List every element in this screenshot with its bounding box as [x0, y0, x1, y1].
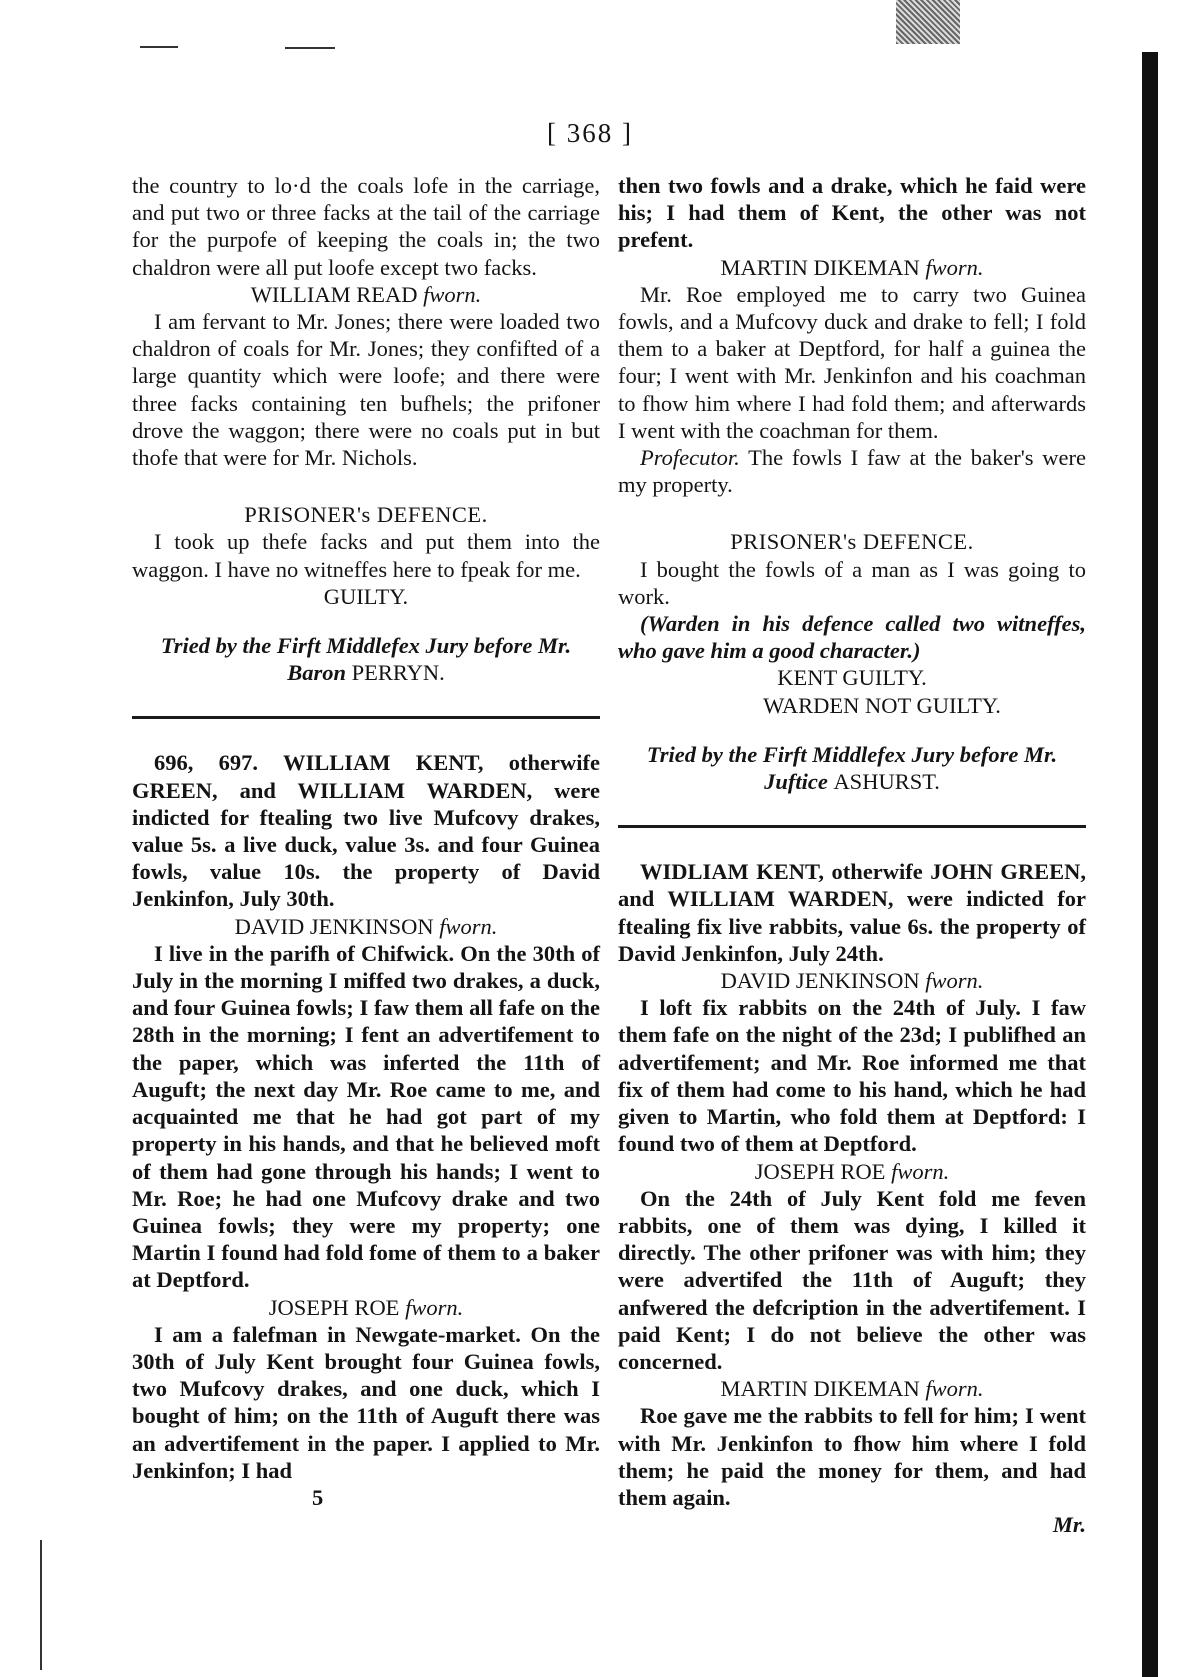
- case-indictment: WIDLIAM KENT, otherwife JOHN GREEN, and WILLIAM WARDEN, were indicted for ftealing fix live rabbits, value 6s. the property of David Jenkinfon, July 24th.: [618, 859, 1086, 966]
- testimony: I live in the parifh of Chifwick. On the 30th of July in the morning I miffed two drakes, a duck, and four Guinea fowls; I faw them all fafe on the 28th in the morning; I fent an advertifement to the paper, which was inferted the 11th of Auguft; the next day Mr. Roe came to me, and acquainted me that he had got part of my property in his hands, and that he believed moft of them had gone through his hands; I went to Mr. Roe; he had one Mufcovy drake and two Guinea fowls; they were my property; one Martin I found had fold fome of them to a baker at Deptford.: [132, 940, 600, 1293]
- verdict-warden: WARDEN NOT GUILTY.: [763, 692, 1001, 718]
- testimony: On the 24th of July Kent fold me feven rabbits, one of them was dying, I killed it directly. The other prifoner was with him; they were advertifed the 11th of Auguft; they anfwered the defcription in the advertifement. I paid Kent; I do not believe the other was concerned.: [618, 1185, 1086, 1374]
- witness-name: JOSEPH ROE: [268, 1294, 400, 1320]
- witness-heading: [132, 1294, 600, 1321]
- judge-name: ASHURST.: [833, 769, 940, 795]
- signature-mark: 5: [312, 1484, 324, 1510]
- witness-heading: [132, 913, 600, 940]
- catchword: Mr.: [1052, 1512, 1086, 1538]
- scan-speck: [140, 46, 178, 48]
- testimony: I am a falefman in Newgate-market. On the 30th of July Kent brought four Guinea fowls, two Mufcovy drakes, and one duck, which I bought of him; on the 11th of Auguft there was an advertifement in the paper. I applied to Mr. Jenkinfon; I had: [132, 1321, 600, 1483]
- testimony: I loft fix rabbits on the 24th of July. I faw them fafe on the night of the 23d; I publifhed an advertifement; and Mr. Roe informed me that fix of them had come to his hand, which he had given to Martin, who fold them at Deptford: I found two of them at Deptford.: [618, 995, 1086, 1157]
- sworn-label: fworn.: [439, 913, 498, 939]
- tried-judge: [132, 659, 600, 686]
- scan-artifact: [896, 0, 960, 44]
- prosecutor-statement: [618, 444, 1086, 498]
- witness-heading: [618, 1375, 1086, 1402]
- witness-name: DAVID JENKINSON: [234, 913, 434, 939]
- paragraph: the country to lo·d the coals lofe in the carriage, and put two or three facks at the tail of the carriage for the purpofe of keeping the coals in; the two chaldron were all put loofe except two facks.: [132, 173, 600, 280]
- tried-line: Tried by the Firft Middlefex Jury before Mr.: [160, 633, 572, 659]
- defence-heading: PRISONER's DEFENCE.: [730, 529, 974, 555]
- right-column: [618, 172, 1086, 1538]
- defence-text: I took up thefe facks and put them into the waggon. I have no witneffes here to fpeak for me.: [132, 529, 600, 582]
- scan-speck: [285, 47, 335, 49]
- witness-heading: [618, 254, 1086, 281]
- defence-heading: PRISONER's DEFENCE.: [244, 502, 488, 528]
- judge-name: PERRYN.: [351, 660, 445, 686]
- witness-heading: [618, 1158, 1086, 1185]
- sworn-label: fworn.: [405, 1294, 464, 1320]
- judge-title: Juftice: [764, 769, 828, 795]
- verdict-kent: KENT GUILTY.: [777, 665, 927, 691]
- judge-title: Baron: [287, 660, 346, 686]
- left-column: [132, 172, 600, 1511]
- witness-name: DAVID JENKINSON: [720, 968, 920, 994]
- prosecutor-label: Profecutor.: [640, 445, 740, 471]
- sworn-label: fworn.: [925, 254, 984, 280]
- sworn-label: fworn.: [891, 1158, 950, 1184]
- witness-name: JOSEPH ROE: [754, 1158, 886, 1184]
- defence-note: (Warden in his defence called two witneffes, who gave him a good character.): [618, 611, 1086, 664]
- sworn-label: fworn.: [423, 281, 482, 307]
- witness-name: WILLIAM READ: [250, 281, 418, 307]
- page-edge-shadow: [1142, 52, 1158, 1677]
- scan-speck: [40, 1540, 42, 1670]
- testimony: Roe gave me the rabbits to fell for him; I went with Mr. Jenkinfon to fhow him where I fold them; he paid the money for them, and had them again.: [618, 1403, 1086, 1510]
- witness-heading: [132, 281, 600, 308]
- page-number: [ 368 ]: [547, 118, 633, 148]
- case-indictment: 696, 697. WILLIAM KENT, otherwife GREEN, and WILLIAM WARDEN, were indicted for ftealing two live Mufcovy drakes, value 5s. a live duck, value 3s. and four Guinea fowls, value 10s. the property of David Jenkinfon, July 30th.: [132, 750, 600, 912]
- verdict: GUILTY.: [323, 583, 409, 609]
- verdict: [618, 692, 1086, 719]
- verdict: [618, 664, 1086, 691]
- witness-heading: [618, 967, 1086, 994]
- tried-judge: [618, 768, 1086, 795]
- tried-line: Tried by the Firft Middlefex Jury before Mr.: [646, 741, 1058, 767]
- witness-name: MARTIN DIKEMAN: [720, 1376, 920, 1402]
- paragraph: then two fowls and a drake, which he faid were his; I had them of Kent, the other was not prefent.: [618, 173, 1086, 253]
- witness-name: MARTIN DIKEMAN: [720, 254, 920, 280]
- testimony: Mr. Roe employed me to carry two Guinea fowls, and a Mufcovy duck and drake to fell; I fold them to a baker at Deptford, for half a guinea the four; I went with Mr. Jenkinfon and his coachman to fhow him where I had fold them; and afterwards I went with the coachman for them.: [618, 281, 1086, 443]
- sworn-label: fworn.: [925, 968, 984, 994]
- defence-text: I bought the fowls of a man as I was going to work.: [618, 556, 1086, 609]
- testimony: I am fervant to Mr. Jones; there were loaded two chaldron of coals for Mr. Jones; they confifted of a large quantity which were loofe; and there were three facks containing ten bufhels; the prifoner drove the waggon; there were no coals put in but thofe that were for Mr. Nichols.: [132, 309, 600, 471]
- prosecutor-text: The fowls I faw at the baker's were my property.: [618, 445, 1086, 498]
- sworn-label: fworn.: [925, 1376, 984, 1402]
